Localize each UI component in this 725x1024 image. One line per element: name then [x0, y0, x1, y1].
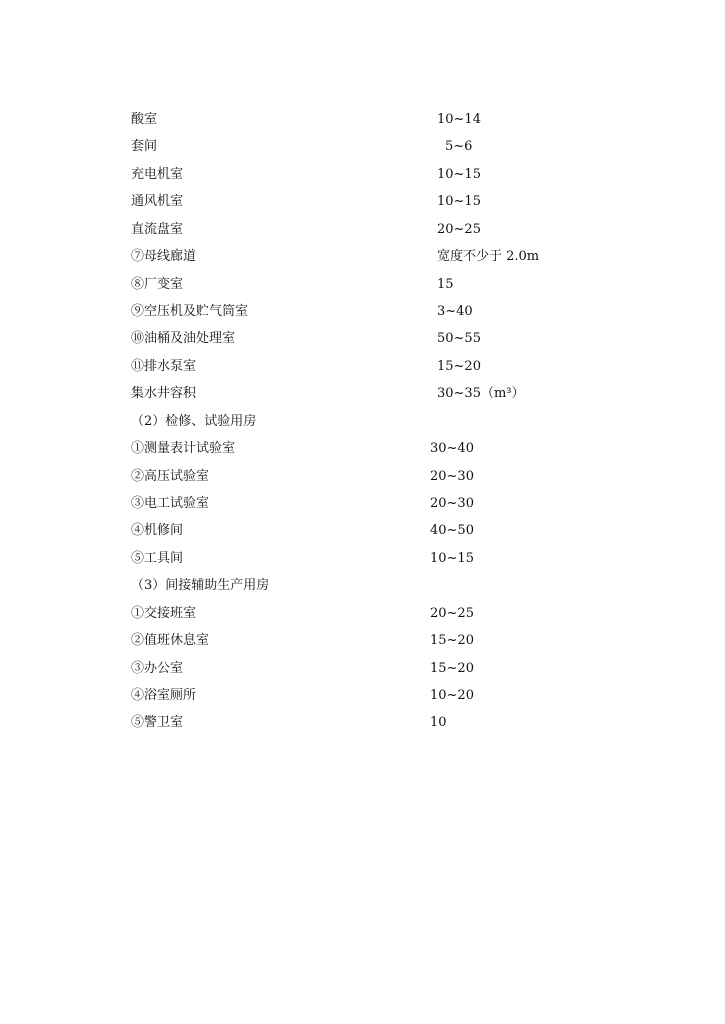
table-row: [0, 711, 725, 735]
table-row: [0, 327, 725, 351]
room-name: ⑦母线廊道: [131, 249, 197, 264]
room-name: ①交接班室: [131, 606, 197, 621]
room-area: 20~25: [430, 606, 474, 621]
table-row: [0, 190, 725, 214]
room-name: ③办公室: [131, 661, 184, 676]
room-name: ④机修间: [131, 523, 184, 538]
room-name: 套间: [131, 139, 158, 154]
section-heading: [0, 410, 725, 434]
room-area: 宽度不少于 2.0m: [437, 249, 540, 264]
table-row: [0, 465, 725, 489]
room-area: 10~15: [437, 194, 481, 209]
table-row: [0, 629, 725, 653]
table-row: [0, 492, 725, 516]
section-heading: [0, 574, 725, 598]
table-row: [0, 684, 725, 708]
room-area: 30~35（m³）: [437, 386, 525, 401]
room-area: 15~20: [437, 359, 481, 374]
table-row: [0, 218, 725, 242]
section-title: （2）检修、试验用房: [131, 414, 257, 429]
room-area: 10: [430, 715, 447, 730]
room-area: 10~15: [437, 167, 481, 182]
room-name: ⑤警卫室: [131, 715, 184, 730]
room-area: 15: [437, 277, 454, 292]
table-row: [0, 135, 725, 159]
room-area: 3~40: [437, 304, 473, 319]
room-area: 30~40: [430, 441, 474, 456]
room-name: ②值班休息室: [131, 633, 210, 648]
table-row: [0, 382, 725, 406]
table-row: [0, 657, 725, 681]
room-area: 20~30: [430, 469, 474, 484]
section-title: （3）间接辅助生产用房: [131, 578, 270, 593]
room-name: ⑪排水泵室: [131, 359, 197, 374]
table-row: [0, 519, 725, 543]
room-area: 15~20: [430, 633, 474, 648]
table-row: [0, 273, 725, 297]
table-row: [0, 602, 725, 626]
table-row: [0, 163, 725, 187]
room-name: ④浴室厕所: [131, 688, 197, 703]
room-name: 通风机室: [131, 194, 184, 209]
room-area: 40~50: [430, 523, 474, 538]
table-row: [0, 437, 725, 461]
room-area: 20~25: [437, 222, 481, 237]
table-row: [0, 108, 725, 132]
room-name: 充电机室: [131, 167, 184, 182]
table-row: [0, 547, 725, 571]
room-area: 5~6: [445, 139, 473, 154]
room-name: ③电工试验室: [131, 496, 210, 511]
table-row: [0, 355, 725, 379]
room-area: 10~15: [430, 551, 474, 566]
room-name: ⑧厂变室: [131, 277, 184, 292]
room-area: 10~14: [437, 112, 481, 127]
room-name: 酸室: [131, 112, 158, 127]
table-row: [0, 300, 725, 324]
room-name: ①测量表计试验室: [131, 441, 236, 456]
room-area: 50~55: [437, 331, 481, 346]
room-name: 直流盘室: [131, 222, 184, 237]
room-area: 15~20: [430, 661, 474, 676]
room-area: 10~20: [430, 688, 474, 703]
room-area: 20~30: [430, 496, 474, 511]
room-name: 集水井容积: [131, 386, 197, 401]
room-name: ②高压试验室: [131, 469, 210, 484]
room-name: ⑤工具间: [131, 551, 184, 566]
room-name: ⑨空压机及贮气筒室: [131, 304, 249, 319]
table-row: [0, 245, 725, 269]
room-name: ⑩油桶及油处理室: [131, 331, 236, 346]
